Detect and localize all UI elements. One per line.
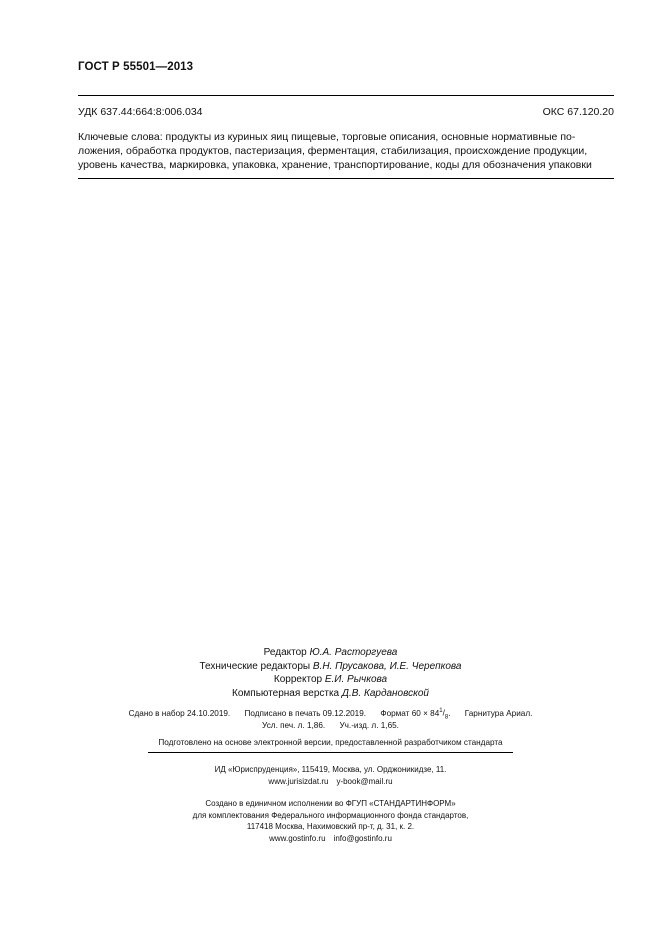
editor-line: [0, 646, 661, 660]
layout-name: Д.В. Кардановской: [341, 687, 429, 699]
print-sheets: Усл. печ. л. 1,86.: [262, 721, 326, 730]
oks-code: ОКС 67.120.20: [542, 106, 614, 118]
standard-code: ГОСТ Р 55501—2013: [78, 61, 194, 73]
publisher-sheets: Уч.-изд. л. 1,65.: [339, 721, 399, 730]
corrector-role: Корректор: [273, 674, 323, 685]
signed-date: Подписано в печать 09.12.2019.: [244, 708, 367, 718]
top-divider: [78, 95, 614, 96]
producer-line: 117418 Москва, Нахимовский пр-т, д. 31, к. 2.: [246, 822, 415, 831]
keywords-line: Ключевые слова: продукты из куриных яиц пищевые, торговые описания, основные нормативные по-: [78, 131, 576, 143]
layout-role: Компьютерная верстка: [232, 687, 340, 699]
staff-credits: [0, 646, 661, 700]
print-info-line2: [0, 721, 661, 730]
corrector-line: [0, 673, 661, 687]
producer-contacts: [0, 833, 661, 845]
producer-website: www.gostinfo.ru: [269, 833, 326, 843]
layout-line: [0, 687, 661, 701]
producer-email: info@gostinfo.ru: [333, 833, 392, 843]
keywords-line: ложения, обработка продуктов, пастеризация, ферментация, стабилизация, происхождение продукции,: [78, 145, 588, 157]
producer-block: [0, 798, 661, 844]
tech-names: В.Н. Прусакова, И.Е. Черепкова: [312, 660, 462, 672]
submitted-date: Сдано в набор 24.10.2019.: [128, 708, 231, 718]
format-numerator: 1: [439, 708, 443, 714]
publisher-contacts: [0, 776, 661, 788]
keywords-divider: [78, 178, 614, 179]
tech-role: Технические редакторы: [199, 660, 311, 672]
keywords-line: уровень качества, маркировка, упаковка, хранение, транспортирование, коды для обозначения упаковки: [78, 159, 592, 171]
editor-role: Редактор: [263, 647, 307, 658]
tech-editors-line: [0, 660, 661, 674]
producer-line: для комплектования Федерального информационного фонда стандартов,: [192, 810, 469, 820]
format-denominator: 8: [444, 714, 449, 721]
corrector-name: Е.И. Рычкова: [324, 674, 388, 685]
format-prefix: Формат 60 × 84: [380, 708, 440, 718]
preparation-note: Подготовлено на основе электронной версии, предоставленной разработчиком стандарта: [158, 738, 503, 747]
publisher-website: www.jurisizdat.ru: [268, 776, 329, 786]
producer-line: Создано в единичном исполнении во ФГУП «СТАНДАРТИНФОРМ»: [205, 799, 456, 808]
publisher-line: ИД «Юриспруденция», 115419, Москва, ул. Орджоникидзе, 11.: [214, 765, 447, 774]
bottom-divider: [148, 752, 513, 753]
print-info-line1: [0, 708, 661, 720]
udk-code: УДК 637.44:664:8:006.034: [78, 106, 203, 118]
format-info: Формат $60 \times 84^1/_8$.: [380, 708, 451, 721]
format-suffix: .: [448, 708, 451, 718]
editor-name: Ю.А. Расторгуева: [309, 647, 398, 658]
typeface-info: Гарнитура Ариал.: [464, 708, 533, 718]
publisher-email: y-book@mail.ru: [336, 776, 393, 786]
publisher-block: [0, 764, 661, 787]
keywords-block: [78, 130, 614, 172]
